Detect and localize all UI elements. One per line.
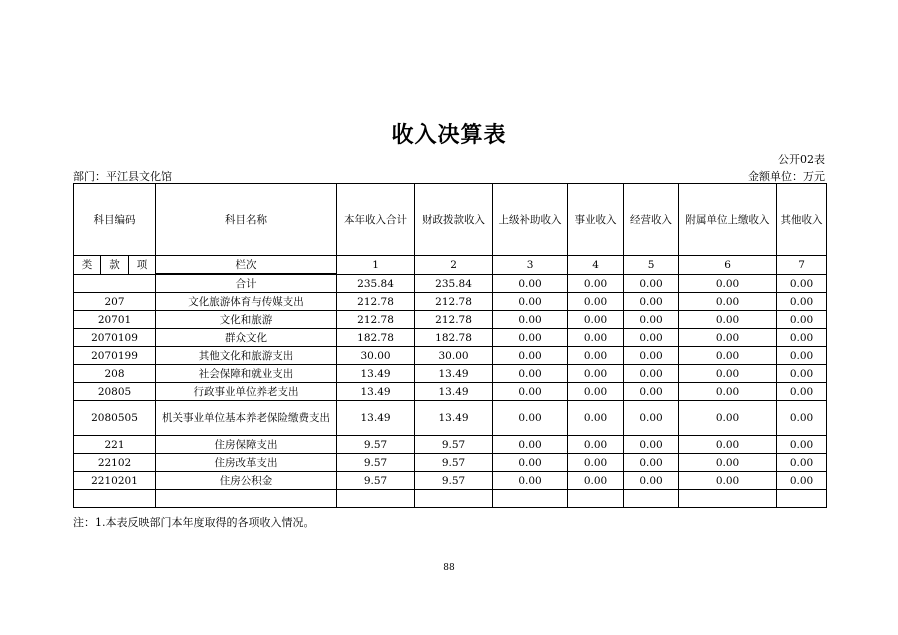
header-lanci: 栏次 [156, 256, 337, 274]
row-value-2: 9.57 [415, 454, 493, 472]
row-value-6: 0.00 [679, 401, 777, 436]
row-value-5: 0.00 [624, 383, 679, 401]
row-name: 行政事业单位养老支出 [156, 383, 337, 401]
total-value-2: 235.84 [415, 275, 493, 293]
row-value-5: 0.00 [624, 454, 679, 472]
row-code: 208 [74, 365, 156, 383]
colnum-4: 4 [568, 256, 624, 275]
row-code: 207 [74, 293, 156, 311]
row-value-4: 0.00 [568, 311, 624, 329]
row-value-5: 0.00 [624, 436, 679, 454]
row-value-1: 30.00 [337, 347, 415, 365]
row-value-1: 9.57 [337, 454, 415, 472]
header-name: 科目名称 [156, 184, 337, 256]
row-value-2: 13.49 [415, 365, 493, 383]
header-col-1: 本年收入合计 [337, 184, 415, 256]
header-col-3: 上级补助收入 [493, 184, 568, 256]
row-value-2: 9.57 [415, 436, 493, 454]
table-row [74, 401, 827, 436]
page-title: 收入决算表 [391, 123, 507, 148]
form-number: 公开02表 [778, 153, 825, 166]
row-value-3: 0.00 [493, 293, 568, 311]
row-code: 221 [74, 436, 156, 454]
row-value-4: 0.00 [568, 293, 624, 311]
row-value-4: 0.00 [568, 365, 624, 383]
header-col-5: 经营收入 [624, 184, 679, 256]
row-value-2: 212.78 [415, 293, 493, 311]
row-value-4: 0.00 [568, 401, 624, 436]
footnote: 注：1.本表反映部门本年度取得的各项收入情况。 [73, 516, 315, 529]
row-name: 文化旅游体育与传媒支出 [156, 293, 337, 311]
total-value-5: 0.00 [624, 275, 679, 293]
table-row [74, 293, 827, 311]
row-value-2: 9.57 [415, 472, 493, 490]
row-value-3: 0.00 [493, 311, 568, 329]
row-value-3: 0.00 [493, 436, 568, 454]
total-value-6: 0.00 [679, 275, 777, 293]
row-value-3: 0.00 [493, 472, 568, 490]
row-value-6: 0.00 [679, 436, 777, 454]
row-value-5: 0.00 [624, 311, 679, 329]
table-row [74, 311, 827, 329]
empty-row [74, 490, 827, 508]
row-value-6: 0.00 [679, 347, 777, 365]
row-value-6: 0.00 [679, 329, 777, 347]
row-value-7: 0.00 [777, 454, 827, 472]
row-value-7: 0.00 [777, 347, 827, 365]
table-row [74, 454, 827, 472]
table-row [74, 472, 827, 490]
row-value-1: 13.49 [337, 401, 415, 436]
colnum-3: 3 [493, 256, 568, 275]
header-col-2: 财政拨款收入 [415, 184, 493, 256]
row-value-7: 0.00 [777, 383, 827, 401]
row-name: 社会保障和就业支出 [156, 365, 337, 383]
row-name: 住房公积金 [156, 472, 337, 490]
row-value-7: 0.00 [777, 436, 827, 454]
row-code: 22102 [74, 454, 156, 472]
row-code: 20701 [74, 311, 156, 329]
row-value-3: 0.00 [493, 347, 568, 365]
total-value-7: 0.00 [777, 275, 827, 293]
table-row [74, 436, 827, 454]
row-value-7: 0.00 [777, 472, 827, 490]
row-name: 文化和旅游 [156, 311, 337, 329]
row-value-1: 212.78 [337, 311, 415, 329]
row-value-7: 0.00 [777, 311, 827, 329]
row-code: 2070109 [74, 329, 156, 347]
row-value-2: 13.49 [415, 401, 493, 436]
row-value-1: 13.49 [337, 365, 415, 383]
colnum-2: 2 [415, 256, 493, 275]
row-value-4: 0.00 [568, 454, 624, 472]
row-value-4: 0.00 [568, 329, 624, 347]
row-value-5: 0.00 [624, 472, 679, 490]
row-value-7: 0.00 [777, 329, 827, 347]
row-value-1: 9.57 [337, 436, 415, 454]
row-value-5: 0.00 [624, 365, 679, 383]
row-value-1: 212.78 [337, 293, 415, 311]
header-xiang: 项 [129, 256, 156, 275]
row-value-6: 0.00 [679, 365, 777, 383]
header-kuan: 款 [101, 256, 129, 275]
row-code: 2070199 [74, 347, 156, 365]
row-name: 其他文化和旅游支出 [156, 347, 337, 365]
table-row [74, 365, 827, 383]
row-name: 群众文化 [156, 329, 337, 347]
row-code: 2210201 [74, 472, 156, 490]
table-row [74, 347, 827, 365]
row-value-2: 30.00 [415, 347, 493, 365]
header-col-4: 事业收入 [568, 184, 624, 256]
colnum-1: 1 [337, 256, 415, 275]
row-value-4: 0.00 [568, 436, 624, 454]
row-value-3: 0.00 [493, 383, 568, 401]
row-value-2: 182.78 [415, 329, 493, 347]
row-value-3: 0.00 [493, 329, 568, 347]
total-row [74, 275, 827, 293]
income-table [73, 183, 827, 508]
row-value-2: 212.78 [415, 311, 493, 329]
total-value-1: 235.84 [337, 275, 415, 293]
row-value-4: 0.00 [568, 472, 624, 490]
colnum-7: 7 [777, 256, 827, 275]
row-code: 20805 [74, 383, 156, 401]
row-value-5: 0.00 [624, 293, 679, 311]
row-name: 住房保障支出 [156, 436, 337, 454]
row-value-1: 9.57 [337, 472, 415, 490]
row-value-3: 0.00 [493, 365, 568, 383]
row-value-5: 0.00 [624, 401, 679, 436]
row-value-3: 0.00 [493, 454, 568, 472]
total-value-3: 0.00 [493, 275, 568, 293]
total-code [74, 275, 156, 293]
header-code: 科目编码 [74, 184, 156, 256]
row-value-6: 0.00 [679, 472, 777, 490]
row-value-3: 0.00 [493, 401, 568, 436]
colnum-5: 5 [624, 256, 679, 275]
header-col-6: 附属单位上缴收入 [679, 184, 777, 256]
row-name: 机关事业单位基本养老保险缴费支出 [156, 401, 337, 436]
page-number: 88 [443, 563, 455, 573]
row-code: 2080505 [74, 401, 156, 436]
header-col-7: 其他收入 [777, 184, 827, 256]
row-value-5: 0.00 [624, 347, 679, 365]
row-value-7: 0.00 [777, 365, 827, 383]
header-lei: 类 [74, 256, 101, 275]
colnum-6: 6 [679, 256, 777, 275]
row-value-6: 0.00 [679, 311, 777, 329]
total-value-4: 0.00 [568, 275, 624, 293]
row-value-7: 0.00 [777, 401, 827, 436]
table-row [74, 329, 827, 347]
row-value-4: 0.00 [568, 347, 624, 365]
row-name: 住房改革支出 [156, 454, 337, 472]
table-row [74, 383, 827, 401]
row-value-4: 0.00 [568, 383, 624, 401]
row-value-5: 0.00 [624, 329, 679, 347]
row-value-7: 0.00 [777, 293, 827, 311]
total-name: 合计 [156, 275, 337, 293]
row-value-6: 0.00 [679, 293, 777, 311]
department-label: 部门：平江县文化馆 [73, 170, 172, 183]
row-value-6: 0.00 [679, 454, 777, 472]
row-value-6: 0.00 [679, 383, 777, 401]
row-value-2: 13.49 [415, 383, 493, 401]
row-value-1: 13.49 [337, 383, 415, 401]
row-value-1: 182.78 [337, 329, 415, 347]
unit-label: 金额单位：万元 [748, 170, 825, 183]
